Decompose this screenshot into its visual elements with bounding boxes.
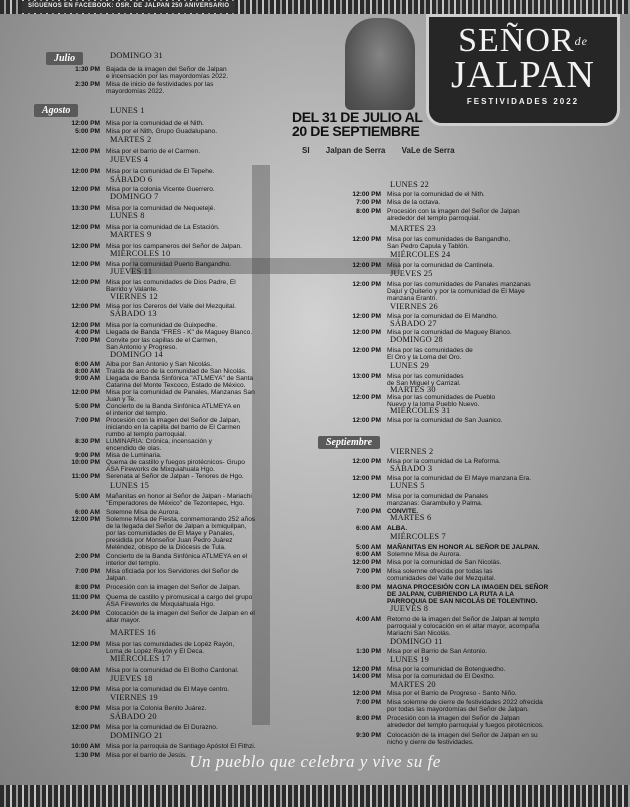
day-heading: VIERNES 12: [110, 292, 158, 301]
entry-time: 4:00 PM: [75, 329, 100, 336]
entry-time: 12:00 PM: [352, 559, 381, 566]
entry-description: e incensación por las mayordomías 2022.: [106, 73, 229, 80]
day-heading: SÁBADO 27: [390, 319, 437, 328]
day-heading: JUEVES 18: [110, 674, 153, 683]
entry-time: 12:00 PM: [71, 224, 100, 231]
day-heading: DOMINGO 11: [390, 637, 443, 646]
entry-description: el interior del templo.: [106, 410, 168, 417]
entry-description: Misa por la comunidad de Guixpedhe.: [106, 322, 218, 329]
logo-subtitle: FESTIVIDADES 2022: [466, 97, 580, 106]
entry-description: encendido de olas.: [106, 445, 162, 452]
day-heading: DOMINGO 31: [110, 51, 163, 60]
entry-time: 12:00 PM: [352, 458, 381, 465]
entry-time: 1:30 PM: [75, 66, 100, 73]
entry-description: Misa de la octava.: [387, 199, 441, 206]
entry-description: de la llegada del Señor de Jalpan a Ixmiquilpan,: [106, 523, 247, 530]
entry-description: Misa por el Barrio de San Antonio.: [387, 648, 488, 655]
entry-time: 2:30 PM: [75, 81, 100, 88]
entry-description: Misa por el Nith, Grupo Guadalupano.: [106, 128, 218, 135]
entry-description: Alba por San Antonio y San Nicolás.: [106, 361, 212, 368]
day-heading: MARTES 6: [390, 513, 432, 522]
entry-description: Misa por la colonia Vicente Guerrero.: [106, 186, 215, 193]
day-heading: JUEVES 4: [110, 155, 149, 164]
entry-time: 6:00 AM: [74, 361, 100, 368]
entry-description: interior del templo.: [106, 560, 161, 567]
entry-time: 9:30 PM: [356, 732, 381, 739]
entry-time: 12:00 PM: [71, 261, 100, 268]
entry-description: presidida por Monseñor Juan Pedro Juárez: [106, 537, 233, 544]
entry-description: Llegada de Banda "FRES - K" de Maguey Blanco.: [106, 329, 253, 336]
sponsor-logo: SI: [302, 146, 310, 155]
entry-description: Misa por el Barrio de Progreso - Santo Niño.: [387, 690, 517, 697]
entry-time: 6:00 AM: [355, 525, 381, 532]
entry-time: 5:00 AM: [355, 544, 381, 551]
entry-time: 10:00 PM: [71, 459, 100, 466]
day-heading: MARTES 9: [110, 230, 152, 239]
entry-time: 6:00 PM: [75, 705, 100, 712]
entry-description: Concierto de la Banda Sinfónica ATLMEYA en: [106, 403, 241, 410]
entry-description: mayordomías 2022.: [106, 88, 165, 95]
entry-time: 12:00 PM: [71, 303, 100, 310]
entry-time: 5:00 PM: [75, 128, 100, 135]
entry-time: 8:30 PM: [75, 438, 100, 445]
entry-description: Misa por el barrio de Jesús.: [106, 752, 187, 759]
day-heading: MIÉRCOLES 31: [390, 406, 451, 415]
entry-time: 8:00 PM: [356, 715, 381, 722]
entry-description: Misa por los campaneros del Señor de Jalpan.: [106, 243, 242, 250]
entry-description: de San Miguel y Carrizal.: [387, 380, 461, 387]
entry-time: 12:00 PM: [71, 389, 100, 396]
month-septiembre: Septiembre: [318, 436, 380, 449]
entry-description: alrededor del templo parroquial y fuegos pirotécnicos.: [387, 722, 544, 729]
entry-description: Misa por la comunidad de El Maye centro.: [106, 686, 230, 693]
entry-time: 8:00 AM: [74, 368, 100, 375]
entry-time: 12:00 PM: [71, 243, 100, 250]
entry-time: 7:00 PM: [356, 199, 381, 206]
entry-time: 12:00 PM: [71, 686, 100, 693]
day-heading: MIÉRCOLES 7: [390, 532, 446, 541]
entry-time: 12:00 PM: [71, 322, 100, 329]
entry-description: Misa de Luminaria.: [106, 452, 162, 459]
entry-description: DE JALPAN, CUBRIENDO LA RUTA A LA: [387, 591, 514, 598]
entry-description: parroquial y colocación en el altar mayor, acompaña: [387, 623, 540, 630]
month-julio: Julio: [46, 52, 83, 65]
entry-time: 12:00 PM: [352, 329, 381, 336]
slogan: Un pueblo que celebra y vive su fe: [189, 752, 441, 771]
sponsor-logos: [302, 146, 469, 155]
entry-time: 8:00 PM: [356, 208, 381, 215]
entry-description: rumbo al templo parroquial.: [106, 431, 187, 438]
entry-time: 12:00 PM: [71, 186, 100, 193]
entry-description: Quema de castillo y fuegos pirotécnicos- Grupo: [106, 459, 245, 466]
entry-description: nicho y cierre de festividades.: [387, 739, 474, 746]
entry-description: Solemne Misa de Fiesta, conmemorando 252 años: [106, 516, 256, 523]
day-heading: VIERNES 2: [390, 447, 434, 456]
entry-description: Colocación de la imagen del Señor de Jalpan en el: [106, 610, 255, 617]
entry-description: Catarina del Monte Texcoco, Estado de México.: [106, 382, 246, 389]
entry-description: Misa por la comunidad de Nequetejé.: [106, 205, 216, 212]
entry-description: Bajada de la imagen del Señor de Jalpan: [106, 66, 227, 73]
day-heading: MARTES 16: [110, 628, 156, 637]
entry-time: 12:00 PM: [352, 394, 381, 401]
entry-description: altar mayor.: [106, 617, 141, 624]
logo-line2: JALPAN: [451, 54, 595, 96]
entry-description: Barrido y Valante.: [106, 286, 158, 293]
entry-time: 7:00 PM: [75, 337, 100, 344]
entry-time: 5:00 AM: [74, 493, 100, 500]
entry-description: Misa por la comunidad Puerto Bangandho.: [106, 261, 231, 268]
entry-description: manzanas: Garambullo y Palma.: [387, 500, 483, 507]
entry-description: Misa solemne ofrecida por todas las: [387, 568, 493, 575]
entry-description: iniciando en la capilla del barrio de El Carmen: [106, 424, 241, 431]
entry-description: ALBA.: [387, 525, 408, 532]
entry-description: Serenata al Señor de Jalpan - Tenores de Hgo.: [106, 473, 244, 480]
entry-description: Procesión con la imagen del Señor de Jalpan: [387, 208, 520, 215]
entry-description: Procesión con la imagen del Señor de Jalpan,: [106, 417, 241, 424]
entry-time: 7:00 PM: [356, 508, 381, 515]
entry-description: por todas las mayordomías del Señor de Jalpan.: [387, 706, 529, 713]
entry-time: 6:00 AM: [74, 509, 100, 516]
entry-time: 5:00 PM: [75, 403, 100, 410]
bottom-border-pattern: [0, 785, 630, 807]
day-heading: MARTES 20: [390, 680, 436, 689]
entry-description: Misa por la comunidad de La Reforma.: [387, 458, 501, 465]
entry-time: 4:00 AM: [355, 616, 381, 623]
entry-description: ASA Fireworks de Mixquiahuala Hgo.: [106, 466, 215, 473]
senor-de-jalpan-logo: [426, 14, 620, 126]
entry-description: Solemne Misa de Aurora.: [387, 551, 462, 558]
entry-time: 12:00 PM: [352, 347, 381, 354]
entry-description: Meléndez, obispo de la Diócesis de Tula.: [106, 544, 226, 551]
entry-description: LUMINARIA: Crónica, incensación y: [106, 438, 212, 445]
day-heading: MIÉRCOLES 24: [390, 250, 451, 259]
entry-description: Misa por las comunidades de Dios Padre, El: [106, 279, 236, 286]
entry-description: Misa por la comunidad de El Mandho.: [387, 313, 498, 320]
entry-description: Misa por las comunidades de Pueblo: [387, 394, 496, 401]
entry-time: 10:00 AM: [71, 743, 100, 750]
entry-time: 12:00 PM: [352, 690, 381, 697]
entry-time: 13:00 PM: [352, 373, 381, 380]
entry-description: Solemne Misa de Aurora.: [106, 509, 181, 516]
day-heading: LUNES 29: [390, 361, 430, 370]
entry-description: Misa por las comunidades: [387, 373, 464, 380]
entry-description: Misa oficiada por los Servidores del Señor de: [106, 568, 239, 575]
day-heading: SÁBADO 3: [390, 464, 433, 473]
sponsor-logo: VaLe de Serra: [401, 146, 455, 155]
entry-description: Misa por la parroquia de Santiago Apóstol El Fithzi.: [106, 743, 256, 750]
entry-description: Dajuí y Quiterio y por la comunidad de El Maye: [387, 288, 525, 295]
entry-time: 7:00 PM: [75, 568, 100, 575]
entry-description: El Oro y la Loma del Oro.: [387, 354, 462, 361]
day-heading: DOMINGO 21: [110, 731, 163, 740]
entry-time: 1:30 PM: [356, 648, 381, 655]
day-heading: MARTES 23: [390, 224, 436, 233]
day-heading: VIERNES 19: [110, 693, 158, 702]
entry-time: 12:00 PM: [71, 279, 100, 286]
entry-time: 13:30 PM: [71, 205, 100, 212]
entry-time: 8:00 PM: [356, 584, 381, 591]
entry-description: Misa por la comunidad de el Nith.: [106, 120, 204, 127]
logo-de: de: [574, 34, 588, 48]
entry-time: 12:00 PM: [352, 666, 381, 673]
entry-time: 9:00 AM: [74, 375, 100, 382]
entry-description: Colocación de la imagen del Señor de Jalpan en su: [387, 732, 538, 739]
entry-description: Misa por la comunidad de Panales, Manzanas San: [106, 389, 255, 396]
entry-description: San Antonio y Progreso.: [106, 344, 178, 351]
entry-description: Misa por las comunidades de Panales manzanas: [387, 281, 531, 288]
entry-description: Quema de castillo y piromusical a cargo del grupo: [106, 594, 253, 601]
month-agosto: Agosto: [34, 104, 78, 117]
entry-description: Traída de arco de la comunidad de San Nicolás.: [106, 368, 247, 375]
day-heading: LUNES 19: [390, 655, 430, 664]
entry-time: 12:00 PM: [352, 493, 381, 500]
entry-time: 12:00 PM: [352, 191, 381, 198]
entry-description: manzana Erantri.: [387, 295, 438, 302]
facebook-banner: SÍGUENOS EN FACEBOOK: OSR. DE JALPAN 250 ANIVERSARIO: [22, 1, 235, 13]
entry-description: Misa por la comunidad de El Botho Cardonal.: [106, 667, 239, 674]
day-heading: LUNES 8: [110, 211, 145, 220]
entry-description: Misa por la comunidad de Panales: [387, 493, 489, 500]
entry-description: Jalpan.: [106, 575, 128, 582]
statue-image: [345, 18, 415, 110]
entry-time: 11:00 PM: [71, 594, 100, 601]
entry-description: por las comunidades de El Maye y Panales,: [106, 530, 235, 537]
entry-description: Procesión con la imagen del Señor de Jalpan.: [106, 584, 241, 591]
entry-description: Misa por la comunidad de Botenguedho.: [387, 666, 506, 673]
entry-time: 24:00 PM: [71, 610, 100, 617]
entry-description: alrededor del templo parroquial.: [387, 215, 481, 222]
entry-description: Misa por la comunidad de El Dextho.: [387, 673, 495, 680]
entry-description: PARROQUIA DE SAN NICOLÁS DE TOLENTINO.: [387, 598, 538, 605]
entry-description: Misa por la comunidad de El Maye manzana Era.: [387, 475, 532, 482]
day-heading: LUNES 22: [390, 180, 430, 189]
entry-description: MAÑANITAS EN HONOR AL SEÑOR DE JALPAN.: [387, 544, 540, 551]
day-heading: DOMINGO 14: [110, 350, 163, 359]
entry-time: 12:00 PM: [71, 148, 100, 155]
entry-time: 1:30 PM: [75, 752, 100, 759]
entry-description: ASA Fireworks de Mixquiahuala Hgo.: [106, 601, 215, 608]
entry-description: Misa por la comunidad de Maguey Blanco.: [387, 329, 512, 336]
entry-description: Misa por las comunidades de Bangandho,: [387, 236, 511, 243]
entry-description: San Pedro Capula y Tablón.: [387, 243, 469, 250]
entry-time: 12:00 PM: [71, 724, 100, 731]
day-heading: JUEVES 11: [110, 267, 153, 276]
entry-description: Llegada de Banda Sinfónica "ATLMEYA" de Santa: [106, 375, 254, 382]
entry-description: Misa por la comunidad de La Estación.: [106, 224, 220, 231]
entry-description: Misa por la Colonia Benito Juárez.: [106, 705, 207, 712]
day-heading: SÁBADO 20: [110, 712, 157, 721]
entry-time: 2:00 PM: [75, 553, 100, 560]
day-heading: MIÉRCOLES 10: [110, 249, 171, 258]
entry-description: Convite por las capillas de el Carmen,: [106, 337, 218, 344]
logo-line1: SEÑOR: [458, 22, 575, 59]
entry-time: 12:00 PM: [352, 262, 381, 269]
entry-description: CONVITE.: [387, 508, 419, 515]
day-heading: DOMINGO 28: [390, 335, 443, 344]
entry-description: Juan y Te.: [106, 396, 136, 403]
day-heading: DOMINGO 7: [110, 192, 159, 201]
entry-description: Misa por la comunidad de San Nicolás.: [387, 559, 502, 566]
entry-description: Misa por la comunidad de Cantinela.: [387, 262, 495, 269]
entry-time: 12:00 PM: [352, 236, 381, 243]
entry-description: "Emperadores de México" de Tezontepec, Hgo.: [106, 500, 245, 507]
entry-time: 7:00 PM: [356, 699, 381, 706]
entry-time: 9:00 PM: [75, 452, 100, 459]
entry-description: Misa por los Cereros del Valle del Mezquital.: [106, 303, 236, 310]
entry-time: 7:00 PM: [356, 568, 381, 575]
entry-description: Concierto de la Banda Sinfónica ATLMEYA en el: [106, 553, 248, 560]
entry-time: 12:00 PM: [352, 417, 381, 424]
day-heading: JUEVES 25: [390, 269, 433, 278]
entry-time: 12:00 PM: [71, 120, 100, 127]
entry-time: 6:00 AM: [355, 551, 381, 558]
day-heading: LUNES 5: [390, 481, 425, 490]
day-heading: MARTES 2: [110, 135, 152, 144]
entry-description: Misa por la comunidad de San Juanico.: [387, 417, 503, 424]
entry-description: Misa por las comunidades de Lopéz Rayón,: [106, 641, 235, 648]
entry-time: 12:00 PM: [71, 516, 100, 523]
entry-description: Misa por la comunidad de el Nith.: [387, 191, 485, 198]
entry-description: Nuevo y la loma Pueblo Nuevo.: [387, 401, 480, 408]
date-range: DEL 31 DE JULIO AL 20 DE SEPTIEMBRE: [292, 109, 423, 139]
entry-time: 8:00 PM: [75, 584, 100, 591]
day-heading: LUNES 1: [110, 106, 145, 115]
entry-time: 14:00 PM: [352, 673, 381, 680]
day-heading: SÁBADO 13: [110, 309, 157, 318]
entry-time: 11:00 PM: [71, 473, 100, 480]
entry-description: Misa por el barrio de el Carmen.: [106, 148, 201, 155]
entry-time: 12:00 PM: [71, 168, 100, 175]
entry-time: 12:00 PM: [352, 281, 381, 288]
entry-time: 7:00 PM: [75, 417, 100, 424]
entry-time: 08:00 AM: [71, 667, 100, 674]
day-heading: MIÉRCOLES 17: [110, 654, 171, 663]
sponsor-logo: Jalpan de Serra: [325, 146, 386, 155]
entry-time: 12:00 PM: [352, 313, 381, 320]
entry-time: 12:00 PM: [352, 475, 381, 482]
entry-description: Mariachi San Nicolás.: [387, 630, 451, 637]
entry-description: Misa por la comunidad de El Tepehe.: [106, 168, 215, 175]
entry-description: Misa por las comunidades de: [387, 347, 473, 354]
day-heading: JUEVES 8: [390, 604, 429, 613]
day-heading: MARTES 30: [390, 385, 436, 394]
entry-description: Mañanitas en honor al Señor de Jalpan - Mariachi: [106, 493, 252, 500]
day-heading: LUNES 15: [110, 481, 150, 490]
entry-description: Misa por la comunidad de El Durazno.: [106, 724, 218, 731]
entry-time: 12:00 PM: [71, 641, 100, 648]
day-heading: VIERNES 26: [390, 302, 438, 311]
entry-description: Procesión con la imagen del Señor de Jalpan: [387, 715, 520, 722]
entry-description: MAGNA PROCESIÓN CON LA IMAGEN DEL SEÑOR: [387, 584, 549, 591]
entry-description: Retorno de la imagen del Señor de Jalpan al templo: [387, 616, 540, 623]
entry-description: Misa de inicio de festividades por las: [106, 81, 214, 88]
entry-description: Loma de Lopéz Rayón y El Deca.: [106, 648, 205, 655]
day-heading: SÁBADO 6: [110, 175, 153, 184]
entry-description: Misa solemne de cierre de festividades 2022 ofrecida: [387, 699, 543, 706]
entry-description: comunidades del Valle del Mezquital.: [387, 575, 496, 582]
